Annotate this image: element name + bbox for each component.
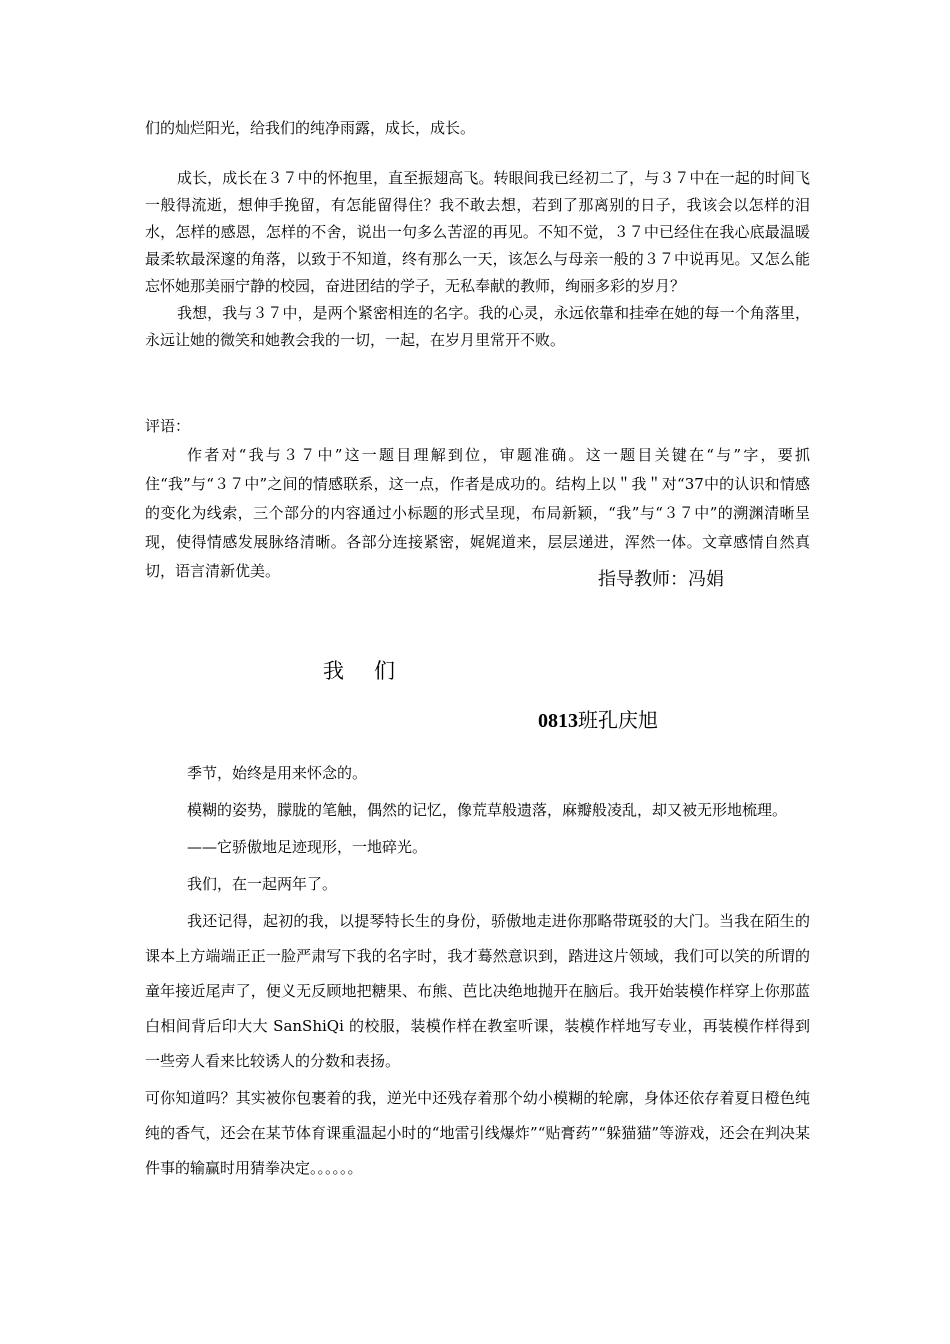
essay1-continuation-block (145, 115, 810, 142)
essay2-paragraph: 模糊的姿势，朦胧的笔触，偶然的记忆，像荒草般遗落，麻瓣般凌乱，却又被无形地梳理。 (187, 801, 788, 819)
essay2-paragraph: 我还记得，起初的我，以提琴特长生的身份，骄傲地走进你那略带斑驳的大门。当我在陌生的课本上方端端正正一脸严肃写下我的名字时，我才蓦然意识到，踏进这片领域，我们可以笑的所谓的童年接近尾声了，便义无反顾地把糖果、布熊、芭比决绝地抛开在脑后。我开始装模作样穿上你那蓝白相间背后印大大 SanShiQi 的校服，装模作样在教室听课，装模作样地写专业，再装模作样得到一些旁人看来比较诱人的分数和表扬。 (145, 912, 810, 1070)
essay2-paragraph: ——它骄傲地足迹现形，一地碎光。 (187, 838, 428, 856)
comment-text: 作者对“我与３７中”这一题目理解到位，审题准确。这一题目关键在“与”字，要抓住“我”与“３７中”之间的情感联系，这一点，作者是成功的。结构上以＂我＂对“37中的认识和情感的变化为线索，三个部分的内容通过小标题的形式呈现，布局新颖，“我”与“３７中”的溯渊清晰呈现，使得情感发展脉络清晰。各部分连接紧密，娓娓道来，层层递进，浑然一体。文章感情自然真切，语言清新优美。 (145, 446, 810, 580)
essay2-paragraph: 季节，始终是用来怀念的。 (187, 764, 368, 782)
essay2-title: 我们 (323, 659, 425, 683)
comment-label: 评语： (145, 417, 191, 435)
essay1-continuation: 们的灿烂阳光，给我们的纯净雨露，成长，成长。 (145, 119, 476, 137)
essay1-paragraph: 我想，我与３７中，是两个紧密相连的名字。我的心灵，永远依靠和挂牵在她的每一个角落里，永远让她的微笑和她教会我的一切，一起，在岁月里常开不败。 (145, 304, 810, 349)
comment-section (145, 412, 810, 586)
essay1-paragraph: 成长，成长在３７中的怀抱里，直至振翅高飞。转眼间我已经初二了，与３７中在一起的时间飞一般得流逝，想伸手挽留，有怎能留得住？我不敢去想，若到了那离别的日子，我该会以怎样的泪水，怎样的感恩，怎样的不舍，说出一句多么苦涩的再见。不知不觉，３７中已经住在我心底最温暖最柔软最深邃的角落，以致于不知道，终有那么一天，该怎么与母亲一般的３７中说再见。又怎么能忘怀她那美丽宁静的校园，奋进团结的学子，无私奉献的教师，绚丽多彩的岁月？ (145, 169, 810, 295)
teacher-signature: 指导教师：冯娟 (598, 569, 724, 590)
essay2-paragraph: 我们，在一起两年了。 (187, 875, 338, 893)
essay2-author-class: 0813 (538, 710, 578, 732)
essay1-body (145, 165, 810, 354)
essay2-author-name: 班孔庆旭 (578, 708, 658, 732)
essay2-paragraph-last: 可你知道吗？其实被你包裹着的我，逆光中还残存着那个幼小模糊的轮廓，身体还依存着夏日橙色纯纯的香气，还会在某节体育课重温起小时的“地雷引线爆炸”“贴膏药”“躲猫猫”等游戏，还会在判决某件事的输赢时用猜拳决定。。。。。。 (145, 1089, 810, 1177)
essay2-body (145, 756, 810, 1188)
essay2-author (538, 706, 658, 735)
